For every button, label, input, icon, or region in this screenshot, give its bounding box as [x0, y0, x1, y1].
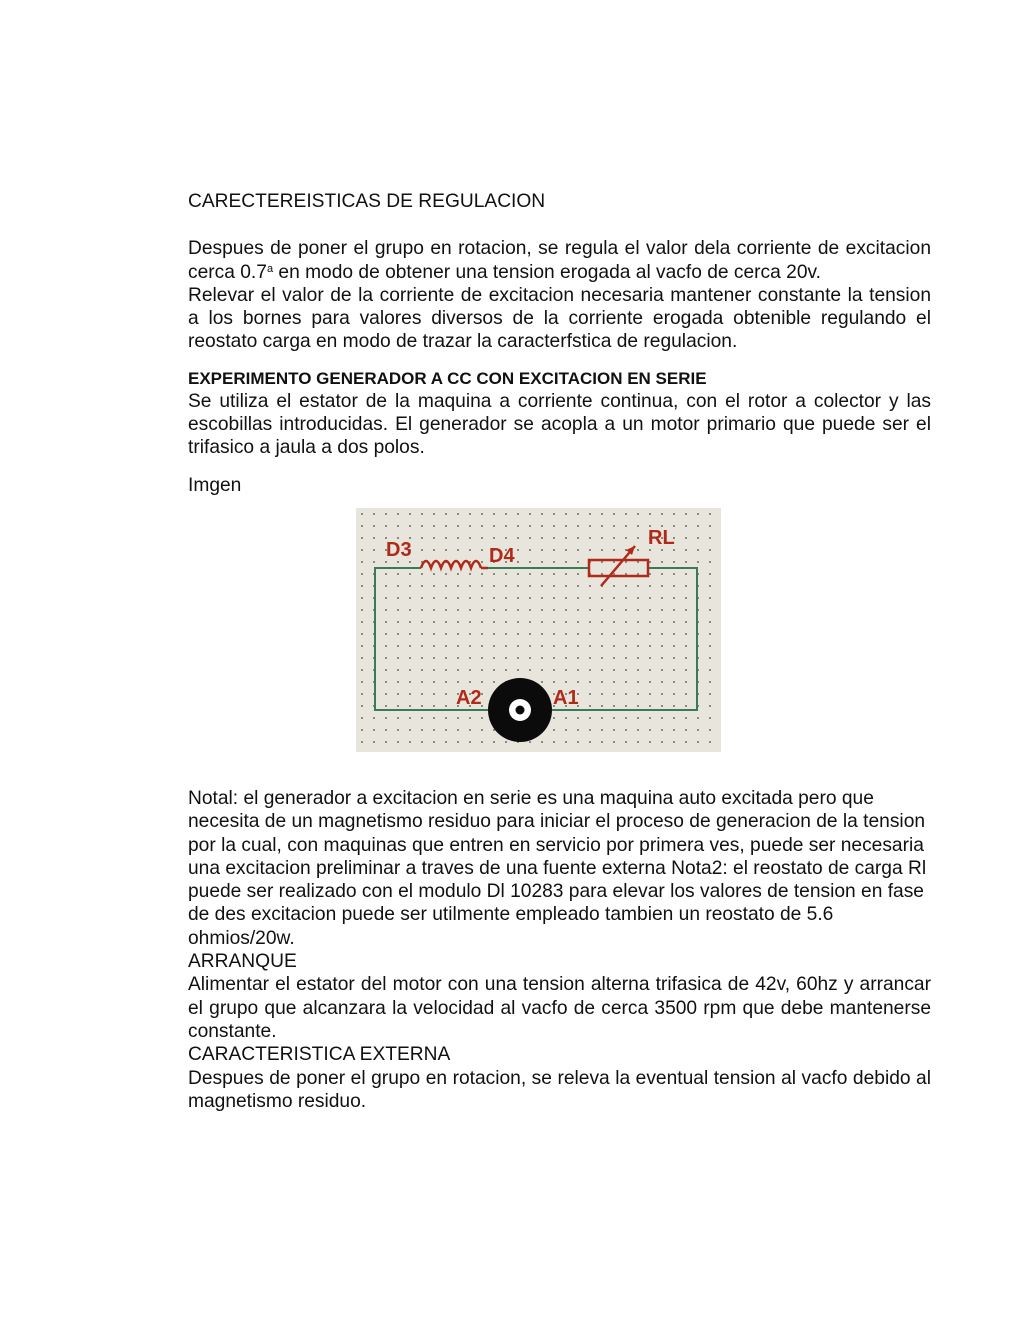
label-rl: RL — [648, 526, 675, 549]
section-title-arranque: ARRANQUE — [188, 951, 297, 973]
label-a1: A1 — [553, 686, 579, 709]
paragraph-regulacion-2: Relevar el valor de la corriente de excitacion necesaria mantener constante la tension a los bornes para valores diversos de la corriente erogada obtenible regulando el reostato carga en modo de trazar la caracterfstica de regulacion. — [188, 284, 931, 353]
paragraph-arranque: Alimentar el estator del motor con una tension alterna trifasica de 42v, 60hz y arrancar el grupo que alcanzara la velocidad al vacfo de cerca 3500 rpm que debe mantenerse constante. — [188, 974, 931, 1042]
armature-symbol — [488, 678, 552, 742]
label-d4: D4 — [489, 544, 515, 567]
section-title-regulacion: CARECTEREISTICAS DE REGULACION — [188, 191, 546, 212]
document-page — [188, 190, 931, 1113]
paragraph-regulacion-1-text-a: Despues de poner el grupo en rotacion, se regula el valor dela corriente de excitacion cerca 0.7 — [188, 238, 931, 283]
paragraph-nota: Notal: el generador a excitacion en serie es una maquina auto excitada pero que necesita de un magnetismo residuo para iniciar el proceso de generacion de la tension por la cual, con maquinas que entren en servicio por primera ves, puede ser necesaria una excitacion preliminar a traves de una fuente externa Nota2: el reostato de carga Rl puede ser realizado con el modulo Dl 10283 para elevar los valores de tension en fase de des excitacion puede ser utilmente empleado tambien un reostato de 5.6 ohmios/20w. — [188, 787, 927, 949]
section-title-caracteristica-externa: CARACTERISTICA EXTERNA — [188, 1044, 451, 1066]
superscript-a: a — [266, 262, 274, 275]
paragraph-caracteristica-externa: Despues de poner el grupo en rotacion, se releva la eventual tension al vacfo debido al magnetismo residuo. — [188, 1067, 931, 1112]
label-a2: A2 — [456, 686, 482, 709]
circuit-diagram — [356, 508, 721, 752]
paragraph-regulacion-1-text-b: en modo de obtener una tension erogada al vacfo de cerca 20v. — [273, 261, 821, 283]
label-d3: D3 — [386, 538, 412, 561]
paragraph-experimento: Se utiliza el estator de la maquina a corriente continua, con el rotor a colector y las escobillas introducidas. El generador se acopla a un motor primario que puede ser el trifasico a jaula a dos polos. — [188, 390, 931, 459]
image-caption: Imgen — [188, 474, 242, 496]
paragraph-regulacion-1 — [188, 237, 931, 284]
section-title-experimento: EXPERIMENTO GENERADOR A CC CON EXCITACION EN SERIE — [188, 368, 707, 388]
